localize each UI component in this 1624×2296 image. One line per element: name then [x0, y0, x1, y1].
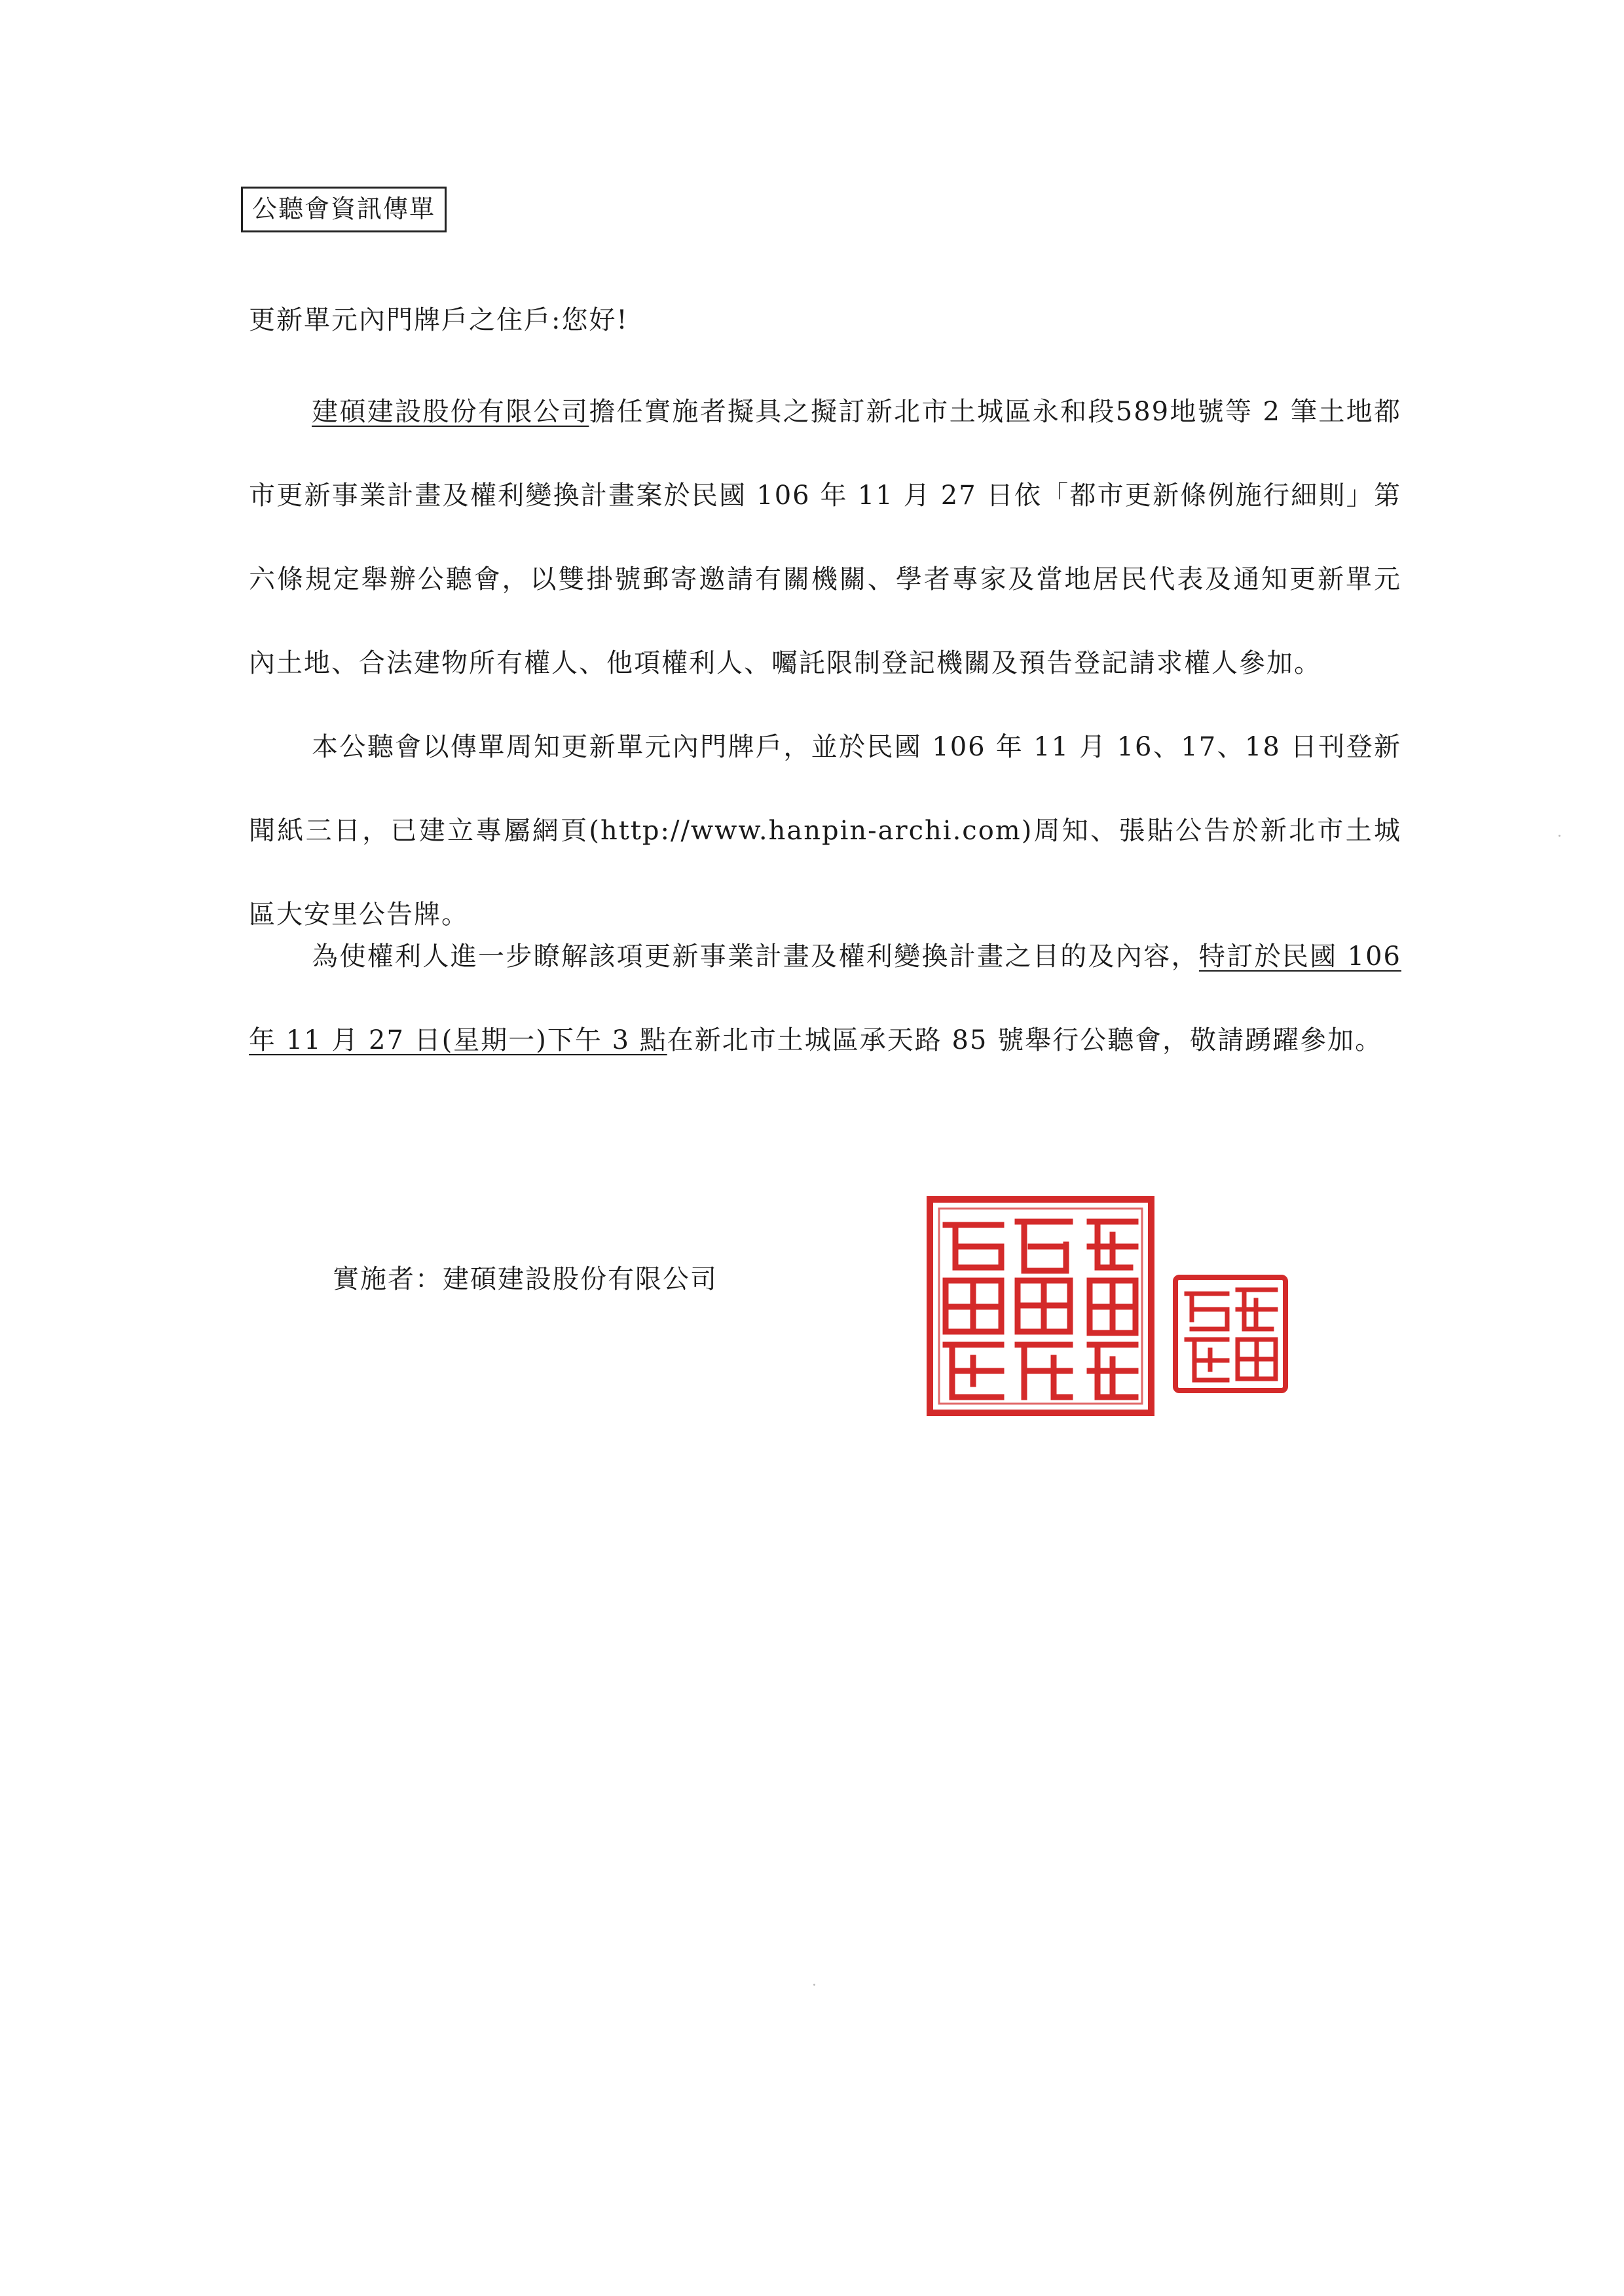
paragraph-3-lead: 為使權利人進一步瞭解該項更新事業計畫及權利變換計畫之目的及內容， — [312, 941, 1199, 972]
scan-speck — [1559, 835, 1560, 837]
paragraph-3-tail: 在新北市土城區承天路 85 號舉行公聽會，敬請踴躍參加。 — [667, 1025, 1383, 1055]
paragraph-2: 本公聽會以傳單周知更新單元內門牌戶，並於民國 106 年 11 月 16、17、18 日刊登新聞紙三日，已建立專屬網頁(http://www.hanpin-archi.com)周知、張貼公告於新北市土城區大安里公告牌。 — [249, 732, 1401, 930]
company-seal — [926, 1195, 1155, 1417]
paragraph-1-text: 擔任實施者擬具之擬訂新北市土城區永和段589地號等 2 筆土地都市更新事業計畫及權利變換計畫案於民國 106 年 11 月 27 日依「都市更新條例施行細則」第六條規定舉辦公聽會，以雙掛號郵寄邀請有關機關、學者專家及當地居民代表及通知更新單元內土地、合法建物所有權人、他項權利人、囑託限制登記機關及預告登記請求權人參加。 — [249, 397, 1401, 678]
paragraph-3 — [249, 915, 1401, 1082]
greeting: 更新單元內門牌戶之住戶:您好! — [249, 305, 629, 335]
document-title: 公聽會資訊傳單 — [241, 187, 447, 232]
paragraph-1 — [249, 370, 1401, 705]
personal-seal — [1172, 1274, 1289, 1394]
meeting-time: 特訂於民國 106 年 11 月 27 日(星期一)下午 3 點 — [249, 941, 1402, 1055]
signer-line: 實施者：建碩建設股份有限公司 — [333, 1264, 718, 1294]
company-name: 建碩建設股份有限公司 — [312, 397, 589, 427]
scan-speck — [813, 1984, 815, 1986]
